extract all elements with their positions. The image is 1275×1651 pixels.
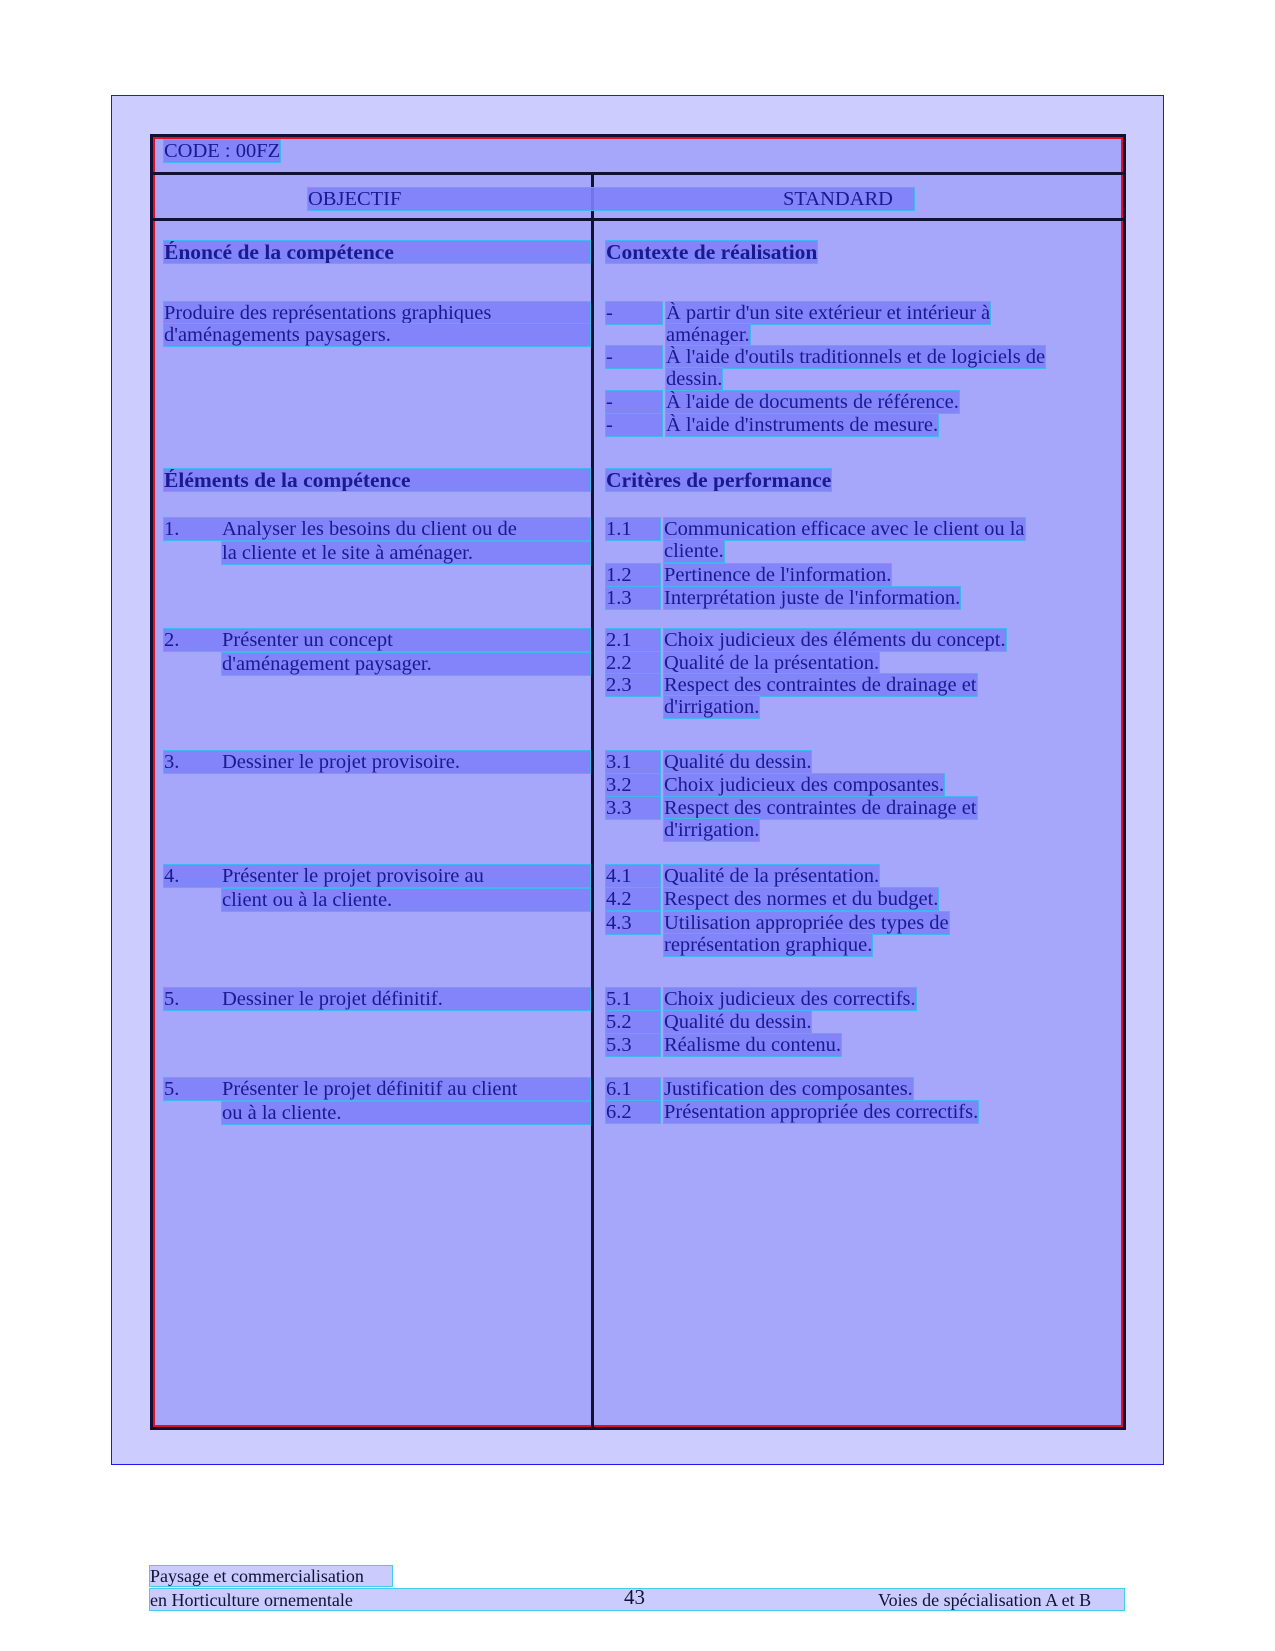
header-objectif: OBJECTIF [308, 188, 402, 210]
context-text-line: dessin. [666, 368, 723, 390]
criterion-number: 5.1 [606, 988, 660, 1010]
criterion-text-line: cliente. [664, 540, 724, 562]
criterion-number: 1.2 [606, 564, 660, 586]
context-bullet: - [606, 302, 662, 324]
criterion-number: 5.2 [606, 1011, 660, 1033]
element-text-line: Présenter le projet provisoire au [222, 865, 484, 887]
criterion-number: 4.1 [606, 865, 660, 887]
criterion-text-line: Justification des composantes. [664, 1078, 913, 1100]
criterion-number: 5.3 [606, 1034, 660, 1056]
criterion-number: 2.2 [606, 652, 660, 674]
element-text-line: Présenter un concept [222, 629, 393, 651]
header-top-rule [153, 172, 1123, 175]
criterion-text-line: d'irrigation. [664, 696, 760, 718]
criterion-text-line: Qualité du dessin. [664, 751, 812, 773]
criterion-number: 3.2 [606, 774, 660, 796]
criterion-text-line: Qualité du dessin. [664, 1011, 812, 1033]
context-text-line: À l'aide d'instruments de mesure. [666, 414, 939, 436]
criterion-number: 3.3 [606, 797, 660, 819]
criterion-number: 6.2 [606, 1101, 660, 1123]
element-number: 4. [164, 865, 590, 887]
code-label: CODE : 00FZ [164, 140, 281, 162]
criterion-number: 4.3 [606, 912, 660, 934]
criteria-heading: Critères de performance [606, 468, 832, 492]
element-number: 2. [164, 629, 590, 651]
element-text-line: d'aménagement paysager. [222, 653, 432, 675]
context-bullet: - [606, 346, 662, 368]
footer-right: Voies de spécialisation A et B [878, 1590, 1092, 1610]
criterion-text-line: Respect des contraintes de drainage et [664, 674, 977, 696]
criterion-text-line: représentation graphique. [664, 934, 873, 956]
column-divider [591, 172, 594, 1427]
criterion-text-line: Qualité de la présentation. [664, 652, 880, 674]
context-text-line: À partir d'un site extérieur et intérieur à [666, 302, 991, 324]
statement-line-1: Produire des représentations graphiques [164, 302, 590, 324]
element-number: 5. [164, 988, 590, 1010]
context-text-line: À l'aide d'outils traditionnels et de logiciels de [666, 346, 1046, 368]
element-text-line: client ou à la cliente. [222, 889, 393, 911]
criterion-number: 2.1 [606, 629, 660, 651]
element-number: 5. [164, 1078, 590, 1100]
element-text-line: ou à la cliente. [222, 1102, 342, 1124]
criterion-text-line: Choix judicieux des correctifs. [664, 988, 916, 1010]
element-number: 1. [164, 518, 590, 540]
context-bullet: - [606, 391, 662, 413]
criterion-text-line: Choix judicieux des composantes. [664, 774, 945, 796]
criterion-text-line: Choix judicieux des éléments du concept. [664, 629, 1006, 651]
criterion-text-line: Respect des normes et du budget. [664, 888, 939, 910]
context-heading: Contexte de réalisation [606, 240, 818, 264]
criterion-text-line: Réalisme du contenu. [664, 1034, 842, 1056]
element-text-line: la cliente et le site à aménager. [222, 542, 473, 564]
criterion-number: 3.1 [606, 751, 660, 773]
criterion-text-line: Présentation appropriée des correctifs. [664, 1101, 979, 1123]
criterion-text-line: Communication efficace avec le client ou la [664, 518, 1025, 540]
statement-heading: Énoncé de la compétence [164, 241, 590, 263]
criterion-number: 1.3 [606, 587, 660, 609]
criterion-number: 2.3 [606, 674, 660, 696]
context-text-line: À l'aide de documents de référence. [666, 391, 959, 413]
criterion-text-line: Qualité de la présentation. [664, 865, 880, 887]
statement-line-2: d'aménagements paysagers. [164, 324, 590, 346]
page-number: 43 [624, 1585, 645, 1609]
criterion-text-line: Interprétation juste de l'information. [664, 587, 961, 609]
header-standard: STANDARD [783, 188, 893, 210]
criterion-number: 4.2 [606, 888, 660, 910]
element-text-line: Dessiner le projet définitif. [222, 988, 443, 1010]
criterion-number: 1.1 [606, 518, 660, 540]
element-text-line: Présenter le projet définitif au client [222, 1078, 518, 1100]
criterion-text-line: Pertinence de l'information. [664, 564, 892, 586]
criterion-text-line: d'irrigation. [664, 819, 760, 841]
element-text-line: Analyser les besoins du client ou de [222, 518, 517, 540]
criterion-number: 6.1 [606, 1078, 660, 1100]
footer-line-2: en Horticulture ornementale [150, 1590, 353, 1610]
context-bullet: - [606, 414, 662, 436]
criterion-text-line: Respect des contraintes de drainage et [664, 797, 977, 819]
element-number: 3. [164, 751, 590, 773]
elements-heading: Éléments de la compétence [164, 469, 590, 491]
criterion-text-line: Utilisation appropriée des types de [664, 912, 949, 934]
context-text-line: aménager. [666, 324, 750, 346]
element-text-line: Dessiner le projet provisoire. [222, 751, 460, 773]
footer-line-1: Paysage et commercialisation [150, 1566, 364, 1586]
header-bottom-rule [153, 218, 1123, 221]
